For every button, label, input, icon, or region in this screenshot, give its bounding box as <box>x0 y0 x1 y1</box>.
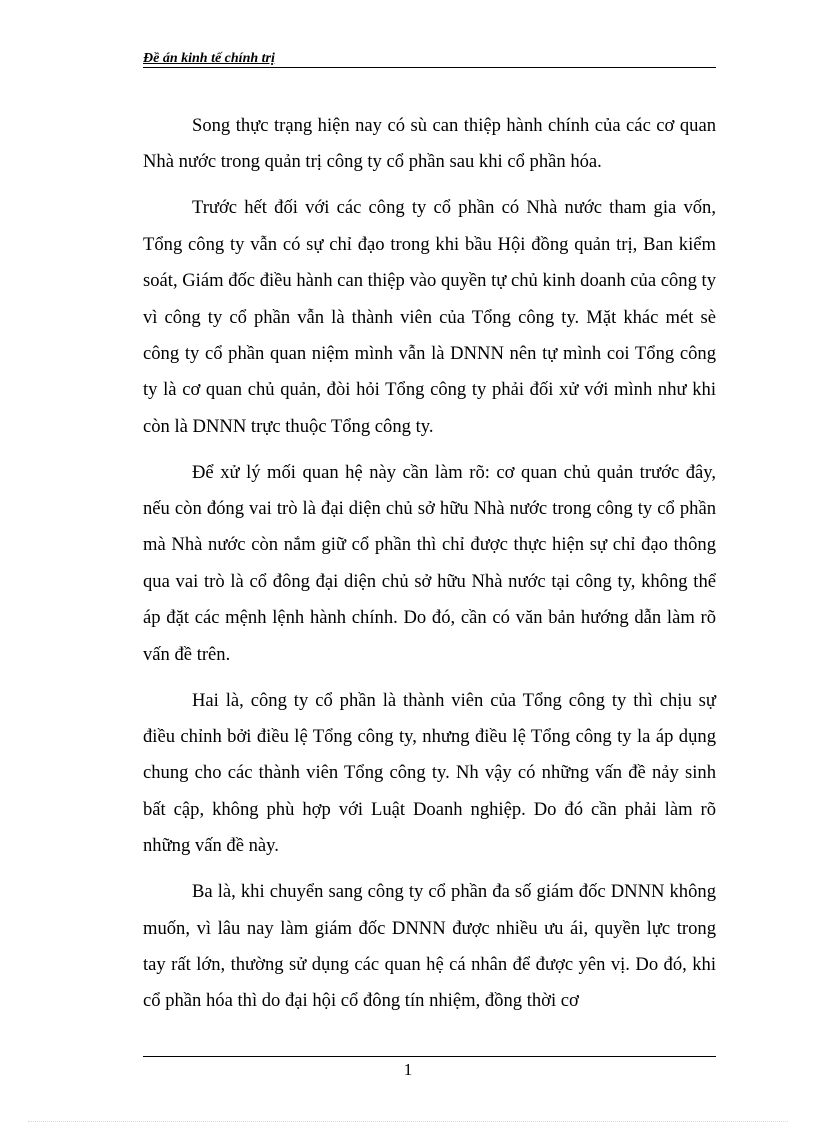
body-text <box>143 108 716 1029</box>
page-header <box>143 50 716 68</box>
footer-divider <box>143 1056 716 1057</box>
page-number: 1 <box>403 1060 413 1079</box>
paragraph: Để xử lý mối quan hệ này cần làm rõ: cơ quan chủ quản trước đây, nếu còn đóng vai trò là đại diện chủ sở hữu Nhà nước trong công ty cổ phần mà Nhà nước còn nắm giữ cổ phần thì chỉ được thực hiện sự chỉ đạo thông qua vai trò là cổ đông đại diện chủ sở hữu Nhà nước tại công ty, không thể áp đặt các mệnh lệnh hành chính. Do đó, cần có văn bản hướng dẫn làm rõ vấn đề trên. <box>143 461 716 665</box>
paragraph: Ba là, khi chuyển sang công ty cổ phần đa số giám đốc DNNN không muốn, vì lâu nay làm giám đốc DNNN được nhiều ưu ái, quyền lực trong tay rất lớn, thường sử dụng các quan hệ cá nhân để được yên vị. Do đó, khi cổ phần hóa thì do đại hội cổ đông tín nhiệm, đồng thời cơ <box>143 881 716 1012</box>
paragraph: Hai là, công ty cổ phần là thành viên của Tổng công ty thì chịu sự điều chỉnh bởi điều lệ Tổng công ty, nhưng điều lệ Tổng công ty la áp dụng chung cho các thành viên Tổng công ty. Nh vậy có những vấn đề nảy sinh bất cập, không phù hợp với Luật Doanh nghiệp. Do đó cần phải làm rõ những vấn đề này. <box>143 689 716 857</box>
paragraph: Trước hết đối với các công ty cổ phần có Nhà nước tham gia vốn, Tổng công ty vẫn có sự chỉ đạo trong khi bầu Hội đồng quản trị, Ban kiểm soát, Giám đốc điều hành can thiệp vào quyền tự chủ kinh doanh của công ty vì công ty cổ phần vẫn là thành viên của Tổng công ty. Mặt khác mét sè công ty cổ phần quan niệm mình vẫn là DNNN nên tự mình coi Tổng công ty là cơ quan chủ quản, đòi hỏi Tổng công ty phải đối xử với mình như khi còn là DNNN trực thuộc Tổng công ty. <box>143 197 716 437</box>
page-edge-divider <box>28 1121 788 1122</box>
paragraph: Song thực trạng hiện nay có sù can thiệp hành chính của các cơ quan Nhà nước trong quản trị công ty cổ phần sau khi cổ phần hóa. <box>143 115 716 173</box>
header-title: Đề án kinh tế chính trị <box>143 51 275 66</box>
